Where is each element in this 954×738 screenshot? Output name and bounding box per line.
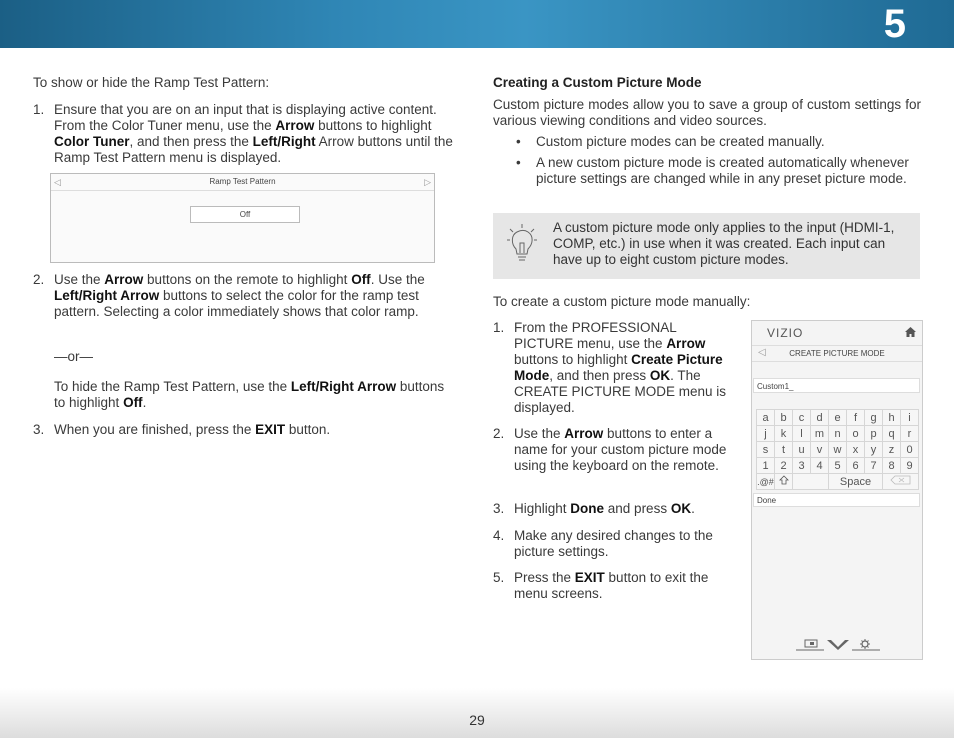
bullet-dot: • — [516, 134, 521, 149]
key[interactable]: k — [775, 426, 793, 442]
bullet-dot: • — [516, 155, 521, 170]
key[interactable]: l — [793, 426, 811, 442]
create-step-3: Highlight Done and press OK. — [514, 501, 695, 516]
note-box — [493, 213, 920, 279]
create-step-4: Make any desired changes to the picture settings. — [514, 528, 713, 559]
key[interactable]: 0 — [901, 442, 919, 458]
create-intro: To create a custom picture mode manually: — [493, 294, 751, 309]
key[interactable]: z — [883, 442, 901, 458]
home-icon[interactable] — [904, 325, 917, 338]
tv-create-picture-mode-screen — [751, 320, 923, 660]
key[interactable]: 8 — [883, 458, 901, 474]
key[interactable]: 5 — [829, 458, 847, 474]
tv-menu-title: CREATE PICTURE MODE — [789, 349, 885, 358]
key[interactable]: g — [865, 410, 883, 426]
key[interactable]: c — [793, 410, 811, 426]
special-chars-key[interactable]: .@# — [757, 474, 775, 490]
step-number: 3. — [493, 501, 505, 516]
key[interactable]: j — [757, 426, 775, 442]
step-number: 1. — [493, 320, 505, 335]
blank-key[interactable] — [793, 474, 829, 490]
tv-menu-title-bar — [752, 346, 922, 362]
name-input-field[interactable]: Custom1_ — [753, 378, 920, 393]
settings-gear-icon[interactable] — [852, 639, 880, 650]
key[interactable]: q — [883, 426, 901, 442]
key[interactable]: 3 — [793, 458, 811, 474]
step-number: 2. — [493, 426, 505, 441]
key[interactable]: 2 — [775, 458, 793, 474]
backspace-key[interactable] — [883, 474, 919, 490]
on-screen-keyboard — [756, 409, 919, 490]
chapter-number: 5 — [883, 2, 906, 46]
or-separator: —or— — [54, 349, 94, 364]
ramp-value-box: Off — [190, 206, 300, 223]
step-1-text: Ensure that you are on an input that is displaying active content. From the Color Tuner menu, use the Arrow buttons to highlight Color Tuner, and then press the Left/Right Arrow buttons until the Ramp Test Pattern menu is displayed. — [54, 102, 453, 165]
key[interactable]: m — [811, 426, 829, 442]
key[interactable]: w — [829, 442, 847, 458]
input-icon[interactable] — [796, 640, 824, 650]
tv-top-bar — [752, 321, 922, 346]
step-number: 4. — [493, 528, 505, 543]
key[interactable]: o — [847, 426, 865, 442]
backspace-icon — [890, 475, 912, 485]
done-button[interactable]: Done — [753, 493, 920, 507]
create-step-5: Press the EXIT button to exit the menu screens. — [514, 570, 709, 601]
key[interactable]: 1 — [757, 458, 775, 474]
key[interactable]: 6 — [847, 458, 865, 474]
key[interactable]: r — [901, 426, 919, 442]
key[interactable]: p — [865, 426, 883, 442]
key[interactable]: 9 — [901, 458, 919, 474]
key[interactable]: i — [901, 410, 919, 426]
hide-instruction: To hide the Ramp Test Pattern, use the Left/Right Arrow buttons to highlight Off. — [54, 379, 445, 410]
shift-key[interactable] — [775, 474, 793, 490]
step-number: 1. — [33, 102, 45, 117]
bullet-item: A new custom picture mode is created automatically whenever picture settings are changed while in any preset picture mode. — [536, 155, 909, 186]
note-text: A custom picture mode only applies to the input (HDMI-1, COMP, etc.) in use when it was created. Each input can have up to eight custom picture modes. — [553, 220, 895, 267]
key[interactable]: h — [883, 410, 901, 426]
key[interactable]: u — [793, 442, 811, 458]
key[interactable]: b — [775, 410, 793, 426]
key[interactable]: f — [847, 410, 865, 426]
step-number: 3. — [33, 422, 45, 437]
chapter-header-bar — [0, 0, 954, 48]
left-arrow-icon: ◁ — [54, 177, 61, 187]
right-arrow-icon: ▷ — [424, 177, 431, 187]
key[interactable]: n — [829, 426, 847, 442]
ramp-title: Ramp Test Pattern — [209, 177, 276, 186]
key[interactable]: 7 — [865, 458, 883, 474]
key[interactable]: v — [811, 442, 829, 458]
lightbulb-icon — [507, 223, 537, 267]
bullet-item: Custom picture modes can be created manually. — [536, 134, 825, 149]
vizio-v-icon[interactable] — [827, 640, 849, 650]
create-step-2: Use the Arrow buttons to enter a name for your custom picture mode using the keyboard on the remote. — [514, 426, 727, 473]
key[interactable]: t — [775, 442, 793, 458]
key[interactable]: a — [757, 410, 775, 426]
page-number: 29 — [469, 712, 485, 728]
tv-bottom-nav — [796, 637, 882, 653]
step-2-text: Use the Arrow buttons on the remote to highlight Off. Use the Left/Right Arrow buttons to select the color for the ramp test pattern. Selecting a color immediately shows that color ramp. — [54, 272, 425, 319]
shift-icon — [779, 475, 789, 485]
section-heading: Creating a Custom Picture Mode — [493, 75, 702, 90]
key[interactable]: e — [829, 410, 847, 426]
ramp-title-bar — [51, 174, 434, 191]
create-step-1: From the PROFESSIONAL PICTURE menu, use the Arrow buttons to highlight Create Picture Mode, and then press OK. The CREATE PICTURE MODE menu is displayed. — [514, 320, 727, 415]
ramp-test-pattern-screen — [50, 173, 435, 263]
key[interactable]: s — [757, 442, 775, 458]
key[interactable]: d — [811, 410, 829, 426]
key[interactable]: 4 — [811, 458, 829, 474]
key[interactable]: y — [865, 442, 883, 458]
key[interactable]: x — [847, 442, 865, 458]
step-number: 2. — [33, 272, 45, 287]
section-intro: Custom picture modes allow you to save a group of custom settings for various viewing conditions and video sources. — [493, 97, 921, 128]
step-3-text: When you are finished, press the EXIT button. — [54, 422, 331, 437]
step-number: 5. — [493, 570, 505, 585]
space-key[interactable]: Space — [829, 474, 883, 490]
ramp-intro: To show or hide the Ramp Test Pattern: — [33, 75, 270, 90]
vizio-logo: VIZIO — [767, 326, 804, 340]
back-arrow-icon[interactable]: ◁ — [758, 347, 766, 358]
